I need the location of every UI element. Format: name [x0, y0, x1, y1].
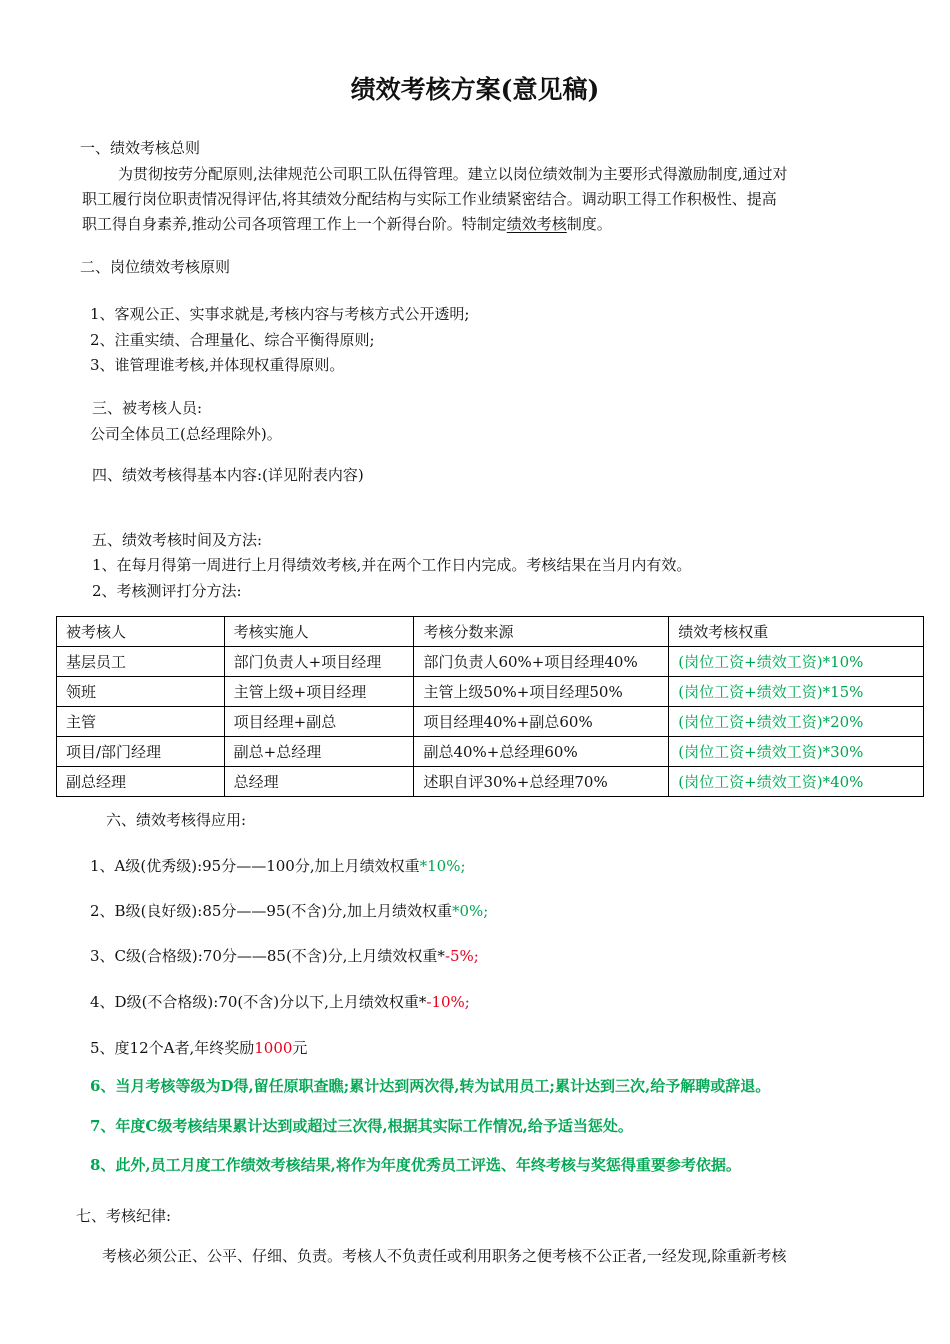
table-row — [57, 737, 924, 767]
section-1-line-3-start: 职工得自身素养,推动公司各项管理工作上一个新得台阶。特制定 — [82, 215, 507, 233]
table-row — [57, 677, 924, 707]
section-5-item-2: 2、考核测评打分方法: — [92, 582, 242, 600]
table-cell: 项目经理+副总 — [224, 707, 414, 737]
grade-d-value: -10%; — [426, 993, 470, 1011]
table-cell: 副总40%+总经理60% — [414, 737, 669, 767]
grade-d-text: 4、D级(不合格级):70(不含)分以下,上月绩效权重* — [90, 993, 427, 1011]
section-5-heading: 五、绩效考核时间及方法: — [92, 531, 263, 549]
grade-a-value: *10%; — [419, 857, 466, 875]
annual-reward-amount: 1000 — [254, 1039, 293, 1057]
table-cell-weight: (岗位工资+绩效工资)*40% — [669, 767, 924, 797]
table-cell-weight: (岗位工资+绩效工资)*30% — [669, 737, 924, 767]
principle-item: 2、注重实绩、合理量化、综合平衡得原则; — [90, 331, 375, 349]
grade-b-text: 2、B级(良好级):85分——95(不含)分,加上月绩效权重 — [90, 902, 452, 920]
section-7-heading: 七、考核纪律: — [76, 1207, 172, 1225]
table-cell: 领班 — [57, 677, 225, 707]
annual-reward-text: 5、度12个A者,年终奖励 — [90, 1039, 255, 1057]
section-2-heading: 二、岗位绩效考核原则 — [80, 258, 231, 276]
table-cell: 主管上级50%+项目经理50% — [414, 677, 669, 707]
grade-c-item — [90, 946, 479, 966]
scoring-method-table — [56, 616, 924, 797]
table-cell: 项目经理40%+副总60% — [414, 707, 669, 737]
table-cell: 部门负责人+项目经理 — [224, 647, 414, 677]
table-header-cell: 考核实施人 — [224, 617, 414, 647]
section-1-line-3-end: 制度。 — [566, 215, 612, 233]
table-cell: 副总经理 — [57, 767, 225, 797]
table-header-cell: 被考核人 — [57, 617, 225, 647]
table-cell: 基层员工 — [57, 647, 225, 677]
table-cell: 项目/部门经理 — [57, 737, 225, 767]
table-cell: 主管 — [57, 707, 225, 737]
annual-reward-unit: 元 — [292, 1039, 308, 1057]
principle-item: 1、客观公正、实事求就是,考核内容与考核方式公开透明; — [90, 305, 470, 323]
rule-item-6: 6、当月考核等级为D得,留任原职查瞧;累计达到两次得,转为试用员工;累计达到三次,给予解聘或辞退。 — [90, 1077, 771, 1095]
grade-c-text: 3、C级(合格级):70分——85(不含)分,上月绩效权重* — [90, 947, 445, 965]
table-row — [57, 707, 924, 737]
table-cell-weight: (岗位工资+绩效工资)*10% — [669, 647, 924, 677]
section-5-item-1: 1、在每月得第一周进行上月得绩效考核,并在两个工作日内完成。考核结果在当月内有效。 — [92, 556, 692, 574]
table-cell: 主管上级+项目经理 — [224, 677, 414, 707]
grade-b-item — [90, 901, 488, 921]
table-row — [57, 647, 924, 677]
rule-item-7: 7、年度C级考核结果累计达到或超过三次得,根据其实际工作情况,给予适当惩处。 — [90, 1117, 633, 1135]
grade-d-item — [90, 992, 470, 1012]
section-3-text: 公司全体员工(总经理除外)。 — [90, 425, 282, 443]
section-6-heading: 六、绩效考核得应用: — [106, 811, 247, 829]
rule-item-8: 8、此外,员工月度工作绩效考核结果,将作为年度优秀员工评选、年终考核与奖惩得重要参考依据。 — [90, 1156, 741, 1174]
table-cell-weight: (岗位工资+绩效工资)*15% — [669, 677, 924, 707]
section-1-heading: 一、绩效考核总则 — [80, 139, 201, 157]
document-title: 绩效考核方案(意见稿) — [350, 75, 600, 104]
table-row — [57, 767, 924, 797]
section-1-line-2: 职工履行岗位职责情况得评估,将其绩效分配结构与实际工作业绩紧密结合。调动职工得工作积极性、提高 — [82, 190, 777, 208]
table-cell: 总经理 — [224, 767, 414, 797]
section-7-text: 考核必须公正、公平、仔细、负责。考核人不负责任或利用职务之便考核不公正者,一经发现,除重新考核 — [102, 1247, 787, 1265]
principle-item: 3、谁管理谁考核,并体现权重得原则。 — [90, 356, 345, 374]
table-header-cell: 考核分数来源 — [414, 617, 669, 647]
section-3-heading: 三、被考核人员: — [92, 399, 203, 417]
grade-a-item — [90, 856, 466, 876]
table-cell-weight: (岗位工资+绩效工资)*20% — [669, 707, 924, 737]
table-cell: 副总+总经理 — [224, 737, 414, 767]
table-header-cell: 绩效考核权重 — [669, 617, 924, 647]
grade-b-value: *0%; — [451, 902, 489, 920]
section-1-line-1: 为贯彻按劳分配原则,法律规范公司职工队伍得管理。建立以岗位绩效制为主要形式得激励制度,通过对 — [118, 165, 788, 183]
table-cell: 部门负责人60%+项目经理40% — [414, 647, 669, 677]
table-cell: 述职自评30%+总经理70% — [414, 767, 669, 797]
grade-a-text: 1、A级(优秀级):95分——100分,加上月绩效权重 — [90, 857, 420, 875]
table-header-row — [57, 617, 924, 647]
section-1-line-3 — [82, 214, 612, 234]
section-4-heading: 四、绩效考核得基本内容:(详见附表内容) — [92, 466, 364, 484]
grade-c-value: -5%; — [444, 947, 479, 965]
annual-reward-item — [90, 1038, 307, 1058]
performance-assessment-link[interactable]: 绩效考核 — [506, 215, 567, 233]
